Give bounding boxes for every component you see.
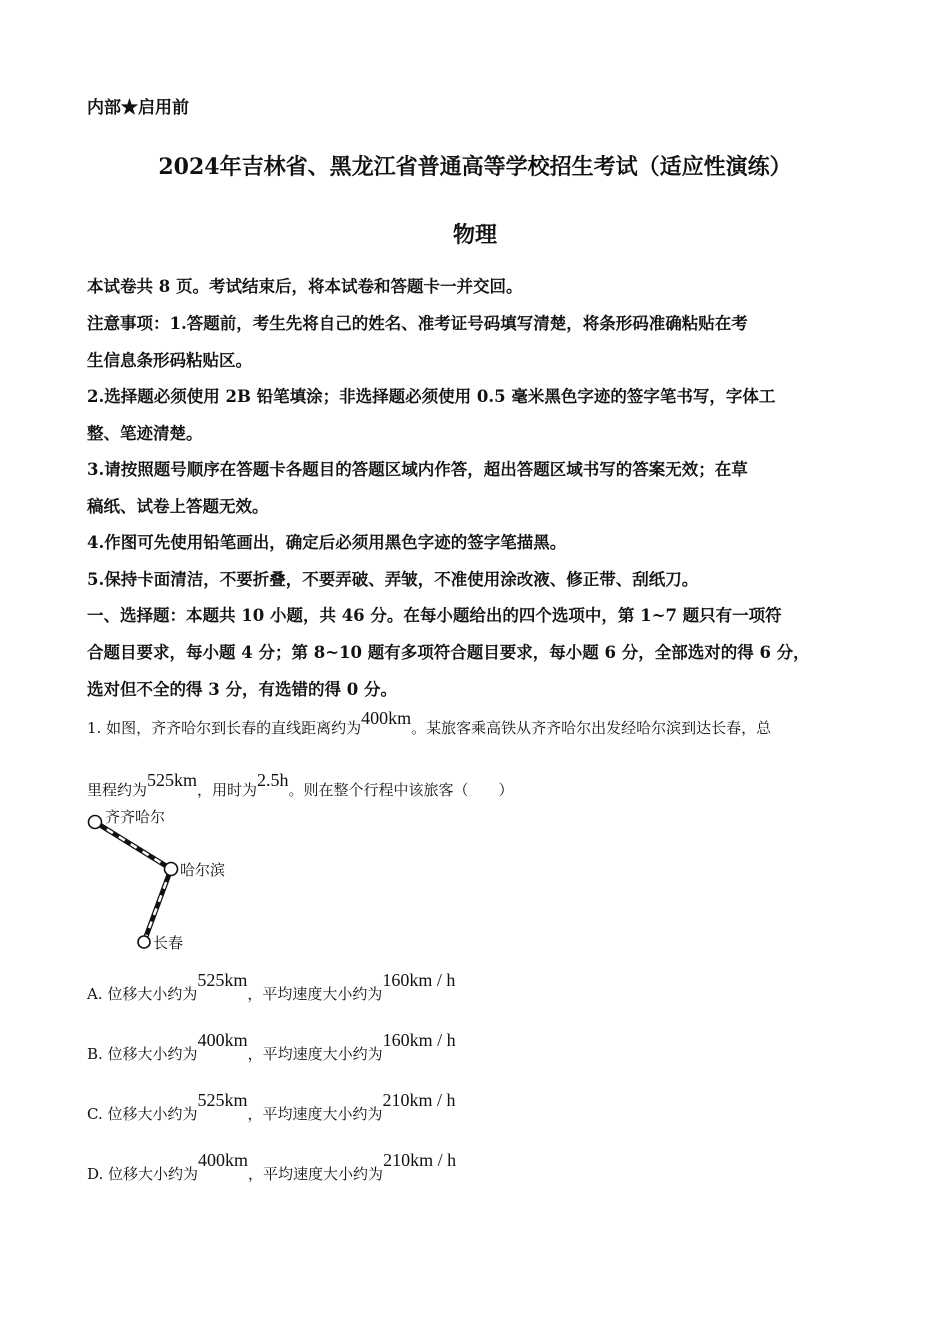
- math-value: 2.5h: [257, 770, 289, 790]
- option-text: ，平均速度大小约为: [247, 1045, 383, 1063]
- math-value: 400km: [361, 708, 412, 728]
- math-value: 400km: [198, 1150, 249, 1170]
- city-marker-harbin: [165, 863, 178, 876]
- math-value: 525km: [197, 970, 248, 990]
- notice-line: 4.作图可先使用铅笔画出，确定后必须用黑色字迹的签字笔描黑。: [87, 533, 567, 552]
- option-text: D. 位移大小约为: [87, 1165, 199, 1183]
- exam-title: 2024年吉林省、黑龙江省普通高等学校招生考试（适应性演练）: [158, 154, 792, 180]
- question-text: 。某旅客乘高铁从齐齐哈尔出发经哈尔滨到达长春，总: [411, 719, 772, 737]
- notice-line: 2.选择题必须使用 2B 铅笔填涂；非选择题必须使用 0.5 毫米黑色字迹的签字笔书写，字体工: [87, 387, 776, 406]
- question-text: 。则在整个行程中该旅客（ ）: [288, 781, 514, 799]
- math-value: 525km: [197, 1090, 248, 1110]
- city-label-qiqihar: 齐齐哈尔: [105, 808, 166, 826]
- city-label-changchun: 长春: [153, 934, 184, 952]
- notice-line: 3.请按照题号顺序在答题卡各题目的答题区域内作答，超出答题区域书写的答案无效；在草: [87, 460, 748, 479]
- option-text: ，平均速度大小约为: [248, 1165, 384, 1183]
- subject-title: 物理: [452, 222, 497, 248]
- section-heading: 一、选择题：本题共 10 小题，共 46 分。在每小题给出的四个选项中，第 1~7 题只有一项符: [87, 606, 782, 625]
- notice-line: 整、笔迹清楚。: [87, 424, 203, 443]
- option-a[interactable]: [87, 970, 456, 1004]
- notice-line: 稿纸、试卷上答题无效。: [87, 497, 269, 516]
- option-text: A. 位移大小约为: [87, 985, 198, 1003]
- city-marker-changchun: [138, 936, 150, 948]
- rail-line-harbin-changchun: [144, 869, 171, 942]
- math-value: 160km / h: [382, 970, 456, 990]
- math-value: 210km / h: [383, 1150, 457, 1170]
- math-value: 400km: [197, 1030, 248, 1050]
- question-text: 1. 如图，齐齐哈尔到长春的直线距离约为: [87, 719, 362, 737]
- question-text: ，用时为: [197, 781, 258, 799]
- notice-line: 注意事项：1.答题前，考生先将自己的姓名、准考证号码填写清楚，将条形码准确粘贴在考: [87, 314, 748, 333]
- math-value: 210km / h: [382, 1090, 456, 1110]
- option-text: B. 位移大小约为: [87, 1045, 198, 1063]
- math-value: 160km / h: [382, 1030, 456, 1050]
- section-heading: 合题目要求，每小题 4 分；第 8~10 题有多项符合题目要求，每小题 6 分，全部选对的得 6 分，: [87, 643, 810, 662]
- notice-line: 5.保持卡面清洁，不要折叠，不要弄破、弄皱，不准使用涂改液、修正带、刮纸刀。: [87, 570, 699, 589]
- option-d[interactable]: [87, 1150, 457, 1184]
- secret-label: 内部★启用前: [87, 98, 189, 118]
- notice-line: 生信息条形码粘贴区。: [87, 351, 252, 370]
- city-label-harbin: 哈尔滨: [180, 861, 226, 879]
- math-value: 525km: [147, 770, 198, 790]
- section-heading: 选对但不全的得 3 分，有选错的得 0 分。: [87, 680, 397, 699]
- option-text: C. 位移大小约为: [87, 1105, 198, 1123]
- city-marker-qiqihar: [89, 816, 102, 829]
- option-text: ，平均速度大小约为: [247, 1105, 383, 1123]
- question-text: 里程约为: [87, 781, 148, 799]
- question-1-line-2: [87, 770, 514, 800]
- railway-map-figure: [80, 800, 260, 960]
- option-c[interactable]: [87, 1090, 456, 1124]
- option-b[interactable]: [87, 1030, 456, 1064]
- option-text: ，平均速度大小约为: [247, 985, 383, 1003]
- question-1-line-1: [87, 708, 772, 738]
- notice-line: 本试卷共 8 页。考试结束后，将本试卷和答题卡一并交回。: [87, 277, 523, 296]
